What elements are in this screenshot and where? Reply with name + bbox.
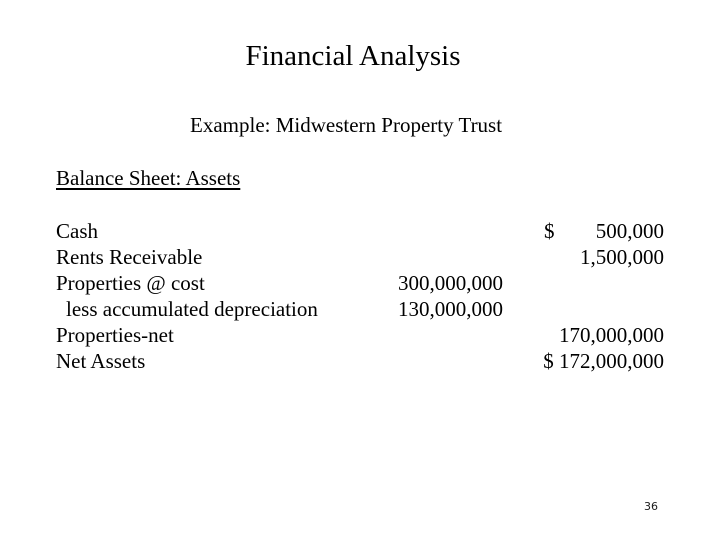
- slide-subtitle: Example: Midwestern Property Trust: [190, 113, 503, 137]
- row-label: Net Assets: [56, 349, 146, 373]
- page-number: 36: [644, 500, 658, 513]
- row-label: Properties-net: [56, 323, 174, 347]
- slide-title: Financial Analysis: [245, 40, 461, 72]
- right-value: 500,000: [595, 219, 664, 243]
- row-label: Properties @ cost: [56, 271, 205, 295]
- balance-row-accumulated-depreciation: [56, 296, 676, 322]
- right-value: $ 172,000,000: [543, 349, 664, 373]
- section-heading: Balance Sheet: Assets: [56, 166, 241, 190]
- balance-row-properties-at-cost: [56, 270, 676, 296]
- currency-symbol: $: [544, 219, 555, 243]
- balance-row-properties-net: [56, 322, 676, 348]
- row-label: less accumulated depreciation: [66, 297, 318, 321]
- balance-sheet-table: [56, 218, 676, 374]
- slide-body: [56, 112, 676, 374]
- balance-row-rents-receivable: [56, 244, 676, 270]
- row-label: Cash: [56, 219, 98, 243]
- mid-value: 300,000,000: [398, 271, 503, 295]
- right-value: 1,500,000: [580, 245, 664, 269]
- balance-row-net-assets: [56, 348, 676, 374]
- row-label: Rents Receivable: [56, 245, 203, 269]
- mid-value: 130,000,000: [398, 297, 503, 321]
- balance-row-cash: [56, 218, 676, 244]
- right-value: 170,000,000: [559, 323, 664, 347]
